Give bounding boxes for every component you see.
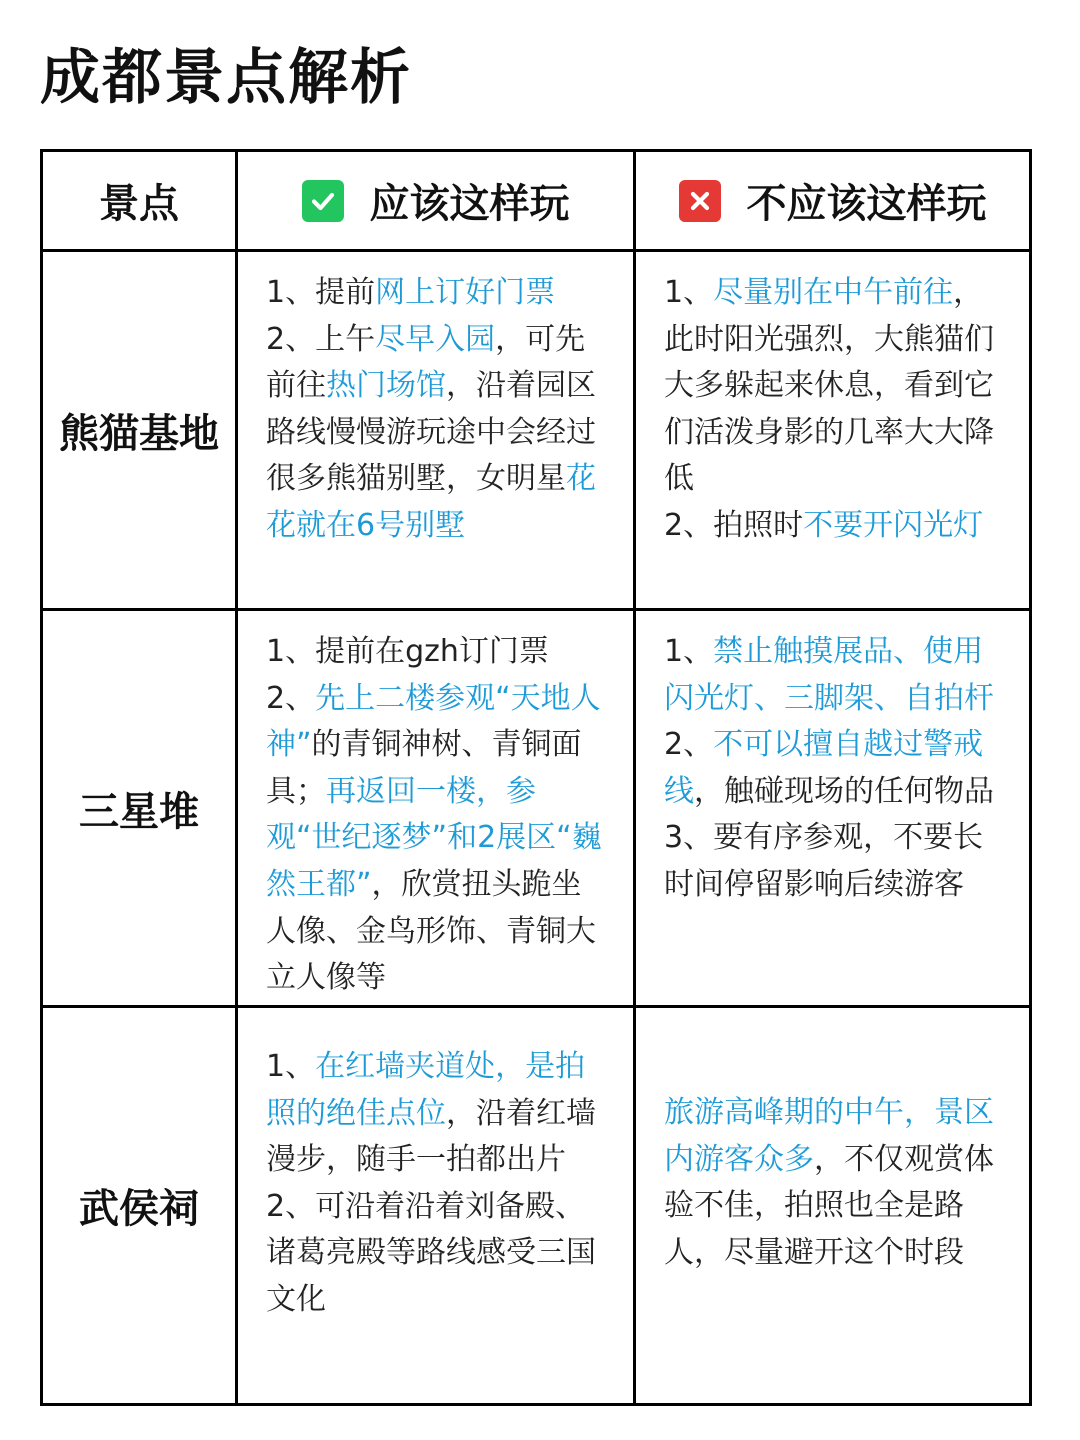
- should-not-cell: [636, 611, 1029, 1008]
- highlight-text: 在红墙夹道处，是拍照的绝佳点位: [266, 1049, 586, 1131]
- tip-item: [266, 1044, 611, 1184]
- check-mark-icon: [302, 180, 344, 222]
- spot-name: 武侯祠: [43, 1008, 238, 1403]
- should-not-cell: [636, 1008, 1029, 1403]
- tip-text: 2、: [266, 680, 316, 716]
- tip-text: 2、可沿着沿着刘备殿、诸葛亮殿等路线感受三国文化: [266, 1188, 596, 1317]
- tip-text: ，沿着红墙漫步，随手一拍都出片: [266, 1095, 596, 1178]
- tip-text: ，欣赏扭头跪坐人像、金鸟形饰、青铜大立人像等: [266, 866, 596, 996]
- tip-item: [266, 270, 611, 317]
- tip-item: [266, 629, 611, 676]
- tip-text: 1、: [266, 1049, 316, 1084]
- highlight-text: 尽早入园: [375, 321, 496, 357]
- tip-item: [664, 722, 1007, 815]
- should-not-cell: [636, 252, 1029, 611]
- highlight-text: 网上订好门票: [375, 275, 556, 310]
- comparison-table: [40, 149, 1032, 1406]
- spot-name: 三星堆: [43, 611, 238, 1008]
- highlight-text: 热门场馆: [326, 368, 446, 404]
- header-should-not: [636, 152, 1029, 252]
- tip-text: 2、拍照时: [664, 507, 804, 543]
- tip-text: 3、要有序参观，不要长时间停留影响后续游客: [664, 820, 984, 902]
- tip-text: 1、提前在gzh订门票: [266, 634, 549, 669]
- tip-item: [266, 317, 611, 550]
- should-cell: [238, 611, 636, 1008]
- tip-item: [266, 676, 611, 1002]
- tip-item: [664, 629, 1007, 722]
- tip-text: 2、上午: [266, 321, 376, 357]
- highlight-text: 旅游高峰期的中午，景区内游客众多: [664, 1095, 994, 1177]
- tip-text: 1、: [664, 634, 714, 669]
- should-cell: [238, 252, 636, 611]
- tip-text: ，沿着园区路线慢慢游玩途中会经过很多熊猫别墅，女明星: [266, 368, 596, 497]
- tip-text: ，触碰现场的任何物品: [694, 773, 994, 809]
- tip-text: 2、: [664, 727, 714, 763]
- highlight-text: 再返回一楼，参观“世纪逐梦”和2展区“巍然王都”: [266, 773, 602, 902]
- spot-name: 熊猫基地: [43, 252, 238, 611]
- highlight-text: 不要开闪光灯: [803, 507, 984, 543]
- cross-mark-icon: [679, 180, 721, 222]
- tip-item: [664, 1090, 1007, 1276]
- header-should-label: 应该这样玩: [369, 181, 570, 227]
- highlight-text: 禁止触摸展品、使用闪光灯、三脚架、自拍杆: [664, 634, 994, 716]
- header-should-not-label: 不应该这样玩: [746, 181, 987, 227]
- page-title: 成都景点解析: [40, 43, 412, 113]
- tip-item: [664, 815, 1007, 908]
- tip-item: [664, 503, 1007, 550]
- highlight-text: 尽量别在中午前往: [713, 275, 954, 310]
- tip-text: 的青铜神树、青铜面具；: [266, 727, 582, 809]
- header-spot: 景点: [43, 152, 238, 252]
- tip-text: ，可先前往: [266, 321, 586, 404]
- header-should: [238, 152, 636, 252]
- highlight-text: 先上二楼参观“天地人神”: [266, 680, 601, 763]
- should-cell: [238, 1008, 636, 1403]
- tip-text: 1、: [664, 275, 714, 310]
- tip-text: ，不仅观赏体验不佳，拍照也全是路人，尽量避开这个时段: [664, 1141, 994, 1270]
- highlight-text: 不可以擅自越过警戒线: [664, 727, 984, 809]
- tip-item: [664, 270, 1007, 503]
- tip-text: ，此时阳光强烈，大熊猫们大多躲起来休息，看到它们活泼身影的几率大大降低: [664, 275, 994, 497]
- highlight-text: 花花就在6号别墅: [266, 461, 596, 543]
- tip-text: 1、提前: [266, 275, 376, 310]
- tip-item: [266, 1184, 611, 1324]
